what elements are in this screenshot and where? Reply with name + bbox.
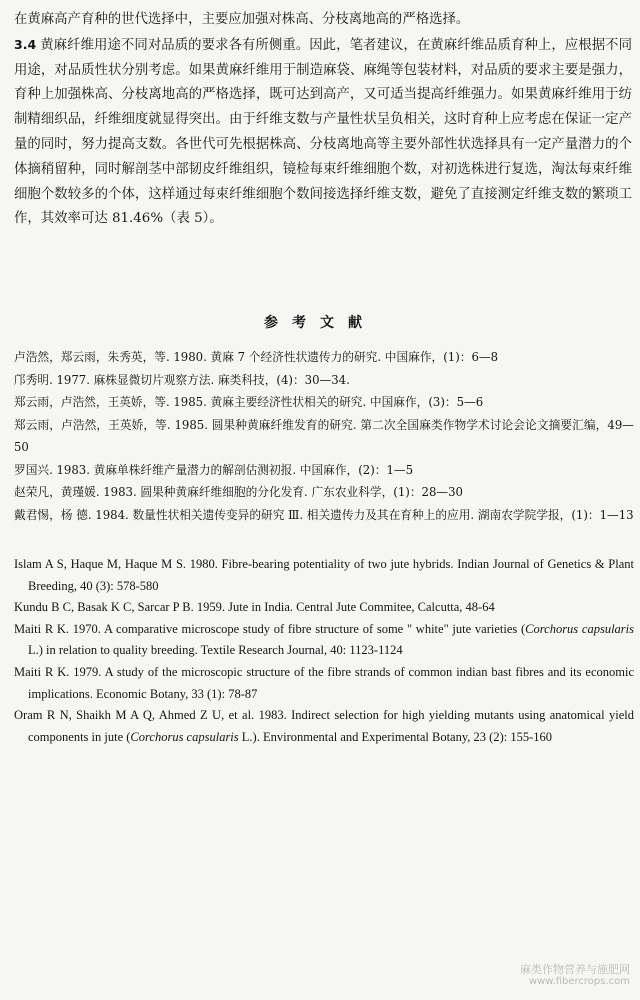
reference-item: 罗国兴. 1983. 黄麻单株纤维产量潜力的解剖估测初报. 中国麻作，(2)：1—5 bbox=[14, 462, 414, 477]
reference-item: Kundu B C, Basak K C, Sarcar P B. 1959. Jute in India. Central Jute Commitee, Calcutta, 48-64 bbox=[14, 600, 495, 615]
references-title: 参考文献 bbox=[264, 315, 376, 331]
reference-item bbox=[14, 705, 634, 748]
references-chinese bbox=[14, 346, 634, 526]
reference-item: 卢浩然，郑云雨，朱秀英，等. 1980. 黄麻 7 个经济性状遗传力的研究. 中国麻作，(1)：6—8 bbox=[14, 350, 499, 364]
paragraph-3-4 bbox=[14, 33, 632, 232]
reference-item: 赵荣凡，黄瑾媛. 1983. 圆果种黄麻纤维细胞的分化发育. 广东农业科学，(1)：28—30 bbox=[14, 485, 463, 499]
species-name: Corchorus capsularis bbox=[525, 621, 634, 636]
section-number: 3.4 bbox=[14, 36, 37, 52]
reference-text: L.) in relation to quality breeding. Textile Research Journal, 40: 1123-1124 bbox=[28, 643, 403, 658]
references-english bbox=[14, 554, 634, 748]
reference-item: Maiti R K. 1979. A study of the microscopic structure of the fibre strands of common indian bast fibres and its economic implications. Economic Botany, 33 (1): 78-87 bbox=[14, 664, 634, 701]
reference-text: L.). Environmental and Experimental Botany, 23 (2): 155-160 bbox=[238, 729, 553, 744]
paragraph-1: 在黄麻高产育种的世代选择中，主要应加强对株高、分枝离地高的严格选择。 bbox=[14, 12, 470, 27]
watermark-chinese: 麻类作物营养与施肥网 bbox=[520, 963, 630, 976]
body-text bbox=[14, 8, 632, 232]
reference-item: Islam A S, Haque M, Haque M S. 1980. Fibre-bearing potentiality of two jute hybrids. Indian Journal of Genetics & Plant Breeding, 40 (3): 578-580 bbox=[14, 557, 634, 593]
reference-item: 邝秀明. 1977. 麻株显微切片观察方法. 麻类科技，(4)：30—34. bbox=[14, 372, 350, 387]
species-name: Corchorus capsularis bbox=[130, 729, 239, 744]
reference-item: 郑云雨，卢浩然，王英娇，等. 1985. 黄麻主要经济性状相关的研究. 中国麻作，(3)：5—6 bbox=[14, 395, 484, 409]
paragraph-3-4-text: 黄麻纤维用途不同对品质的要求各有所侧重。因此，笔者建议，在黄麻纤维品质育种上，应根据不同用途，对品质性状分别考虑。如果黄麻纤维用于制造麻袋、麻绳等包装材料，对品质的要求主要是强力，育种上加强株高、分枝离地高的严格选择，既可达到高产，又可适当提高纤维强力。如果黄麻纤维用于纺制精细织品，纤维细度就显得突出。由于纤维支数与产量性状呈负相关，这时育种上应考虑在保证一定产量的同时，努力提高支数。各世代可先根据株高、分枝离地高等主要外部性状选择具有一定产量潜力的个体摘稍留种，同时解剖茎中部韧皮纤维组织，镜检每束纤维细胞个数，对初选株进行复选，淘汰每束纤维细胞个数较多的个体，这样通过每束纤维细胞个数间接选择纤维支数，避免了直接测定纤维支数的繁琐工作，其效率可达 81.46%（表 5）。 bbox=[14, 37, 632, 227]
reference-text: Oram R N, Shaikh M A Q, Ahmed Z U, et al. 1983. Indirect selection for high yielding mutants using anatomical yield components in jute ( bbox=[14, 708, 634, 744]
reference-item: 戴君惕，杨 德. 1984. 数量性状相关遗传变异的研究 Ⅲ. 相关遗传力及其在育种上的应用. 湖南农学院学报，(1)：1—13 bbox=[14, 507, 634, 522]
watermark bbox=[520, 963, 630, 988]
watermark-url: www.fibercrops.com bbox=[528, 976, 630, 987]
reference-text: Maiti R K. 1970. A comparative microscope study of fibre structure of some " white" jute varieties ( bbox=[14, 621, 526, 636]
reference-item bbox=[14, 619, 634, 662]
reference-item: 郑云雨，卢浩然，王英娇，等. 1985. 圆果种黄麻纤维发育的研究. 第二次全国麻类作物学术讨论会论文摘要汇编，49—50 bbox=[14, 417, 634, 454]
